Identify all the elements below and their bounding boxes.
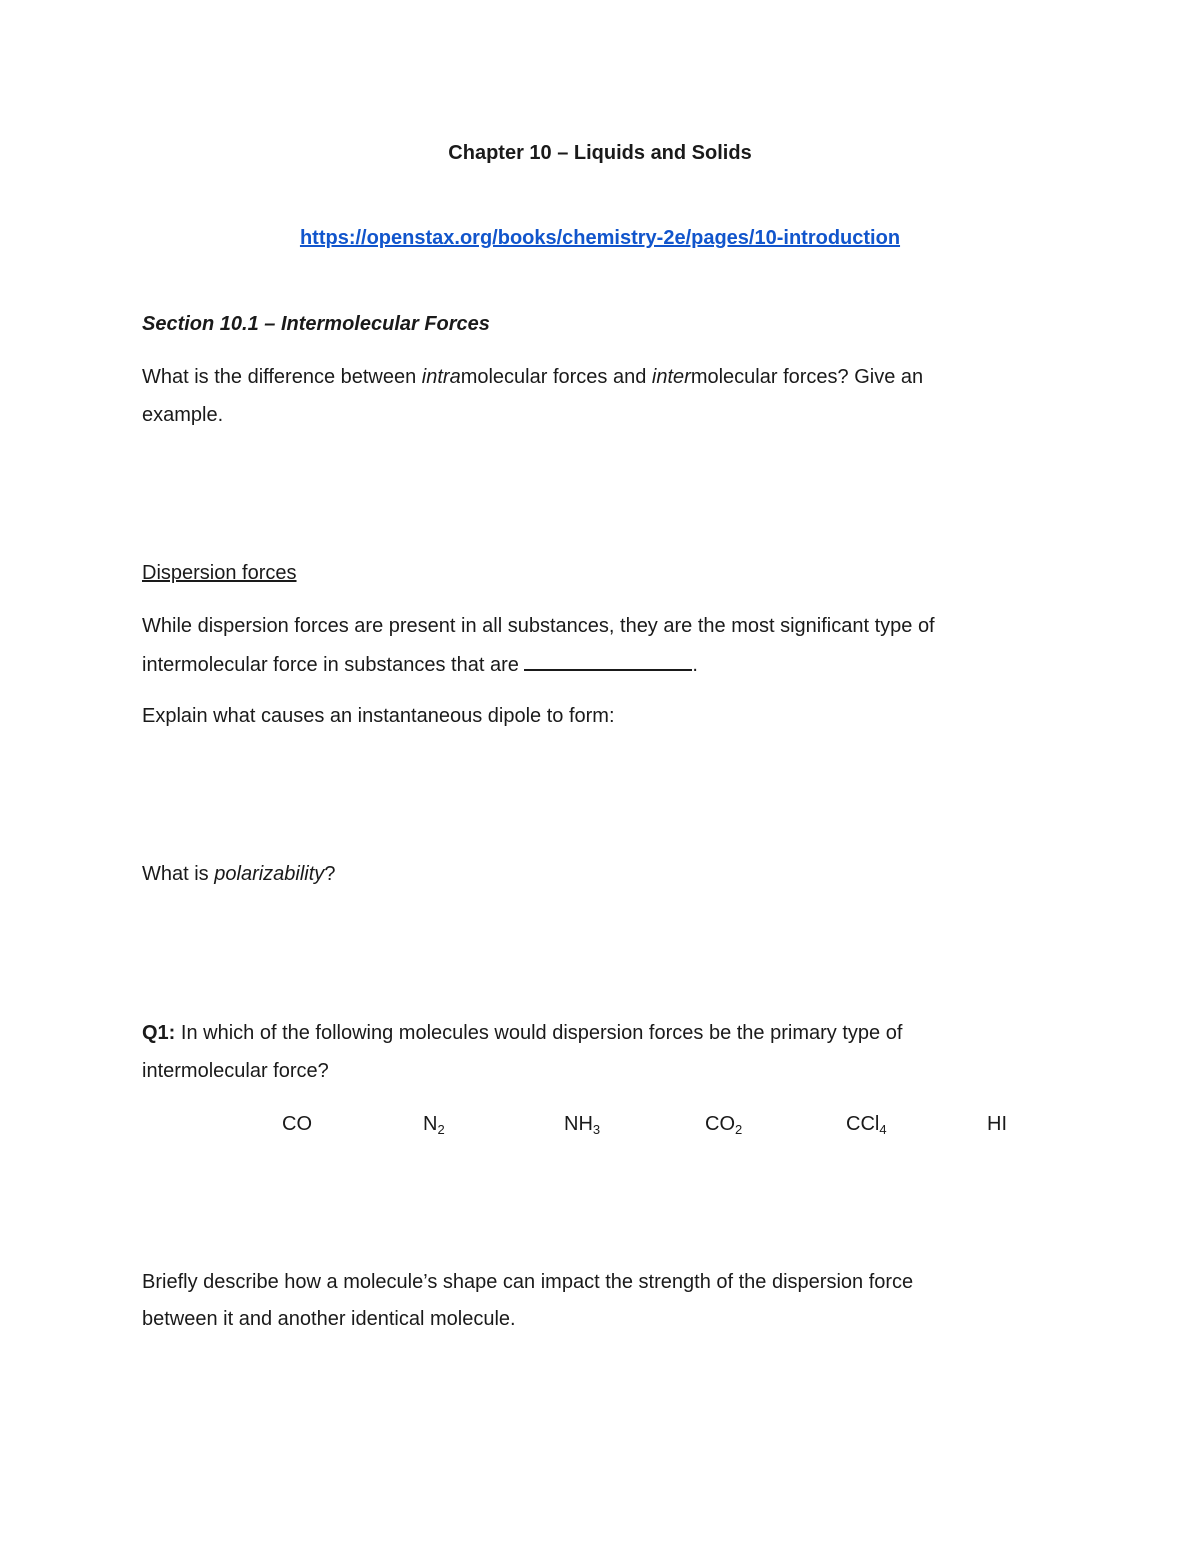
q1-line2: intermolecular force? [142, 1060, 329, 1082]
q-inter-emphasis: inter [651, 366, 691, 388]
question-intra-inter-line2: example. [142, 404, 224, 426]
molecule-base: HI [987, 1113, 1007, 1135]
polarizability-question [142, 861, 335, 887]
question-intra-inter-line1 [142, 364, 923, 390]
molecule-subscript: 2 [735, 1122, 743, 1137]
molecule-option [564, 1111, 600, 1137]
q-text-part3: molecular forces? Give an [690, 366, 924, 388]
dispersion-heading: Dispersion forces [142, 562, 297, 584]
molecule-option [987, 1111, 1007, 1137]
dispersion-text-line2 [142, 651, 698, 678]
molecule-option [846, 1111, 887, 1137]
q1-text-line1: In which of the following molecules would dispersion forces be the primary type of [175, 1022, 903, 1044]
molecule-subscript: 2 [437, 1122, 445, 1137]
molecule-base: CO [705, 1113, 735, 1135]
shape-question-line2: between it and another identical molecule. [142, 1308, 516, 1330]
q1-line1 [142, 1020, 902, 1046]
molecule-base: NH [564, 1113, 593, 1135]
polar-q-post: ? [324, 863, 336, 885]
page-title: Chapter 10 – Liquids and Solids [448, 142, 752, 164]
polar-term: polarizability [214, 863, 325, 885]
q1-label: Q1: [142, 1022, 176, 1044]
dispersion-text-end: . [692, 654, 698, 676]
molecule-option [282, 1111, 312, 1137]
q-intra-emphasis: intra [421, 366, 461, 388]
fill-in-blank[interactable] [524, 651, 692, 671]
molecule-base: CCl [846, 1113, 880, 1135]
chapter-link[interactable]: https://openstax.org/books/chemistry-2e/pages/10-introduction [299, 227, 901, 249]
molecule-subscript: 4 [879, 1122, 887, 1137]
instantaneous-dipole-question: Explain what causes an instantaneous dipole to form: [142, 705, 615, 727]
molecule-base: N [423, 1113, 438, 1135]
section-heading: Section 10.1 – Intermolecular Forces [142, 313, 490, 335]
molecule-subscript: 3 [592, 1122, 601, 1137]
polar-q-pre: What is [142, 863, 215, 885]
q-text-part2: molecular forces and [460, 366, 652, 388]
dispersion-text-line1: While dispersion forces are present in all substances, they are the most significant type of [142, 615, 935, 637]
dispersion-text-line2-text: intermolecular force in substances that are [142, 654, 519, 676]
molecule-option [705, 1111, 742, 1137]
q-text-part1: What is the difference between [142, 366, 422, 388]
chapter-link-line [0, 225, 1200, 251]
molecule-option [423, 1111, 445, 1137]
molecule-base: CO [282, 1113, 312, 1135]
shape-question-line1: Briefly describe how a molecule’s shape can impact the strength of the dispersion force [142, 1271, 914, 1293]
